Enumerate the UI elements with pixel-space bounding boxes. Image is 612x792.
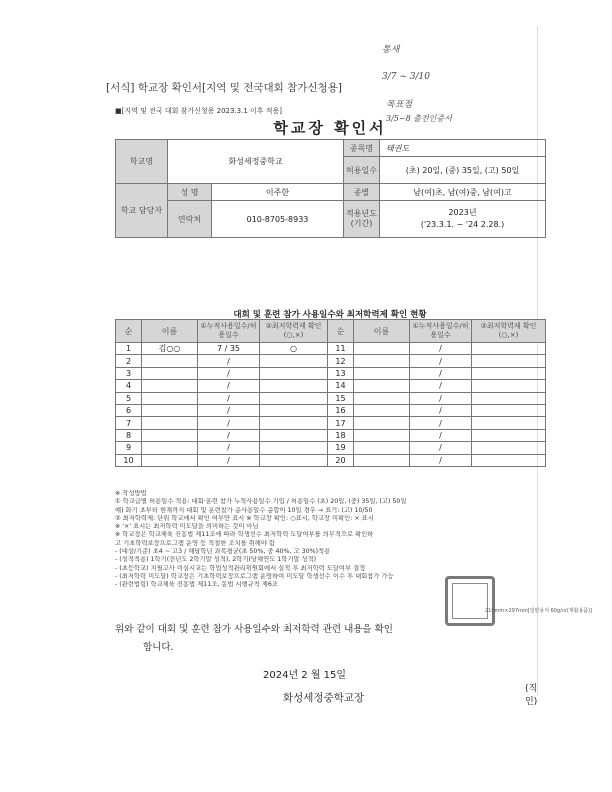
cell-no-left: 4 bbox=[116, 380, 142, 392]
cell-no-right: 11 bbox=[328, 343, 354, 355]
table-row bbox=[116, 343, 546, 355]
cell-days-left: / bbox=[198, 392, 260, 404]
handwritten-note-2: 3/7 ~ 3/10 bbox=[382, 72, 430, 82]
cell-grade-left: ○ bbox=[260, 343, 328, 355]
instruction-line: 고 기초학력보장프로그램 운영 등 적절한 조치를 취해야 함 bbox=[115, 539, 275, 547]
cell-no-right: 19 bbox=[328, 442, 354, 454]
section-title: 대회 및 훈련 참가 사용일수와 최저학력제 확인 현황 bbox=[233, 310, 427, 320]
sub-header: ■[지역 및 전국 대회 참가신청용 2023.3.1 이후 적용] bbox=[115, 107, 283, 115]
cell-days-right: / bbox=[410, 404, 472, 416]
header-days-left: ①누적사용일수/허용일수 bbox=[198, 320, 260, 343]
cell-days-right: / bbox=[410, 442, 472, 454]
cell-days-right: / bbox=[410, 380, 472, 392]
instruction-line: ※ 학교장은 학교체육 진흥법 제11조에 따라 학생선수 최저학력 도달여부를 의무적으로 확인하 bbox=[115, 531, 374, 539]
cell-grade-right bbox=[472, 380, 546, 392]
cell-days-left: / bbox=[198, 417, 260, 429]
cell-grade-left bbox=[260, 355, 328, 367]
cell-name-right bbox=[354, 380, 410, 392]
seal-label: (직인) bbox=[525, 684, 538, 707]
school-value: 화성세정중학교 bbox=[168, 140, 344, 184]
handwritten-note-3: 목표점 bbox=[386, 100, 413, 110]
cell-no-right: 20 bbox=[328, 454, 354, 466]
cell-grade-left bbox=[260, 380, 328, 392]
cell-no-right: 13 bbox=[328, 367, 354, 379]
name-value: 이주한 bbox=[212, 184, 344, 201]
cell-no-left: 3 bbox=[116, 367, 142, 379]
header-no-left: 순 bbox=[116, 320, 142, 343]
apply-year-label: 적용년도(기간) bbox=[344, 201, 380, 238]
page-title: 학교장 확인서 bbox=[273, 119, 387, 137]
cell-grade-left bbox=[260, 417, 328, 429]
cell-no-right: 12 bbox=[328, 355, 354, 367]
cell-grade-right bbox=[472, 392, 546, 404]
cell-days-left: / bbox=[198, 367, 260, 379]
cell-name-left bbox=[142, 442, 198, 454]
cell-no-left: 7 bbox=[116, 417, 142, 429]
cell-grade-right bbox=[472, 355, 546, 367]
cell-grade-left bbox=[260, 429, 328, 441]
table-row bbox=[116, 355, 546, 367]
cell-name-right bbox=[354, 355, 410, 367]
cell-no-right: 14 bbox=[328, 380, 354, 392]
apply-year-value: 2023년 bbox=[448, 208, 477, 217]
cell-days-right: / bbox=[410, 367, 472, 379]
cell-no-left: 9 bbox=[116, 442, 142, 454]
cell-grade-right bbox=[472, 404, 546, 416]
table-row bbox=[116, 429, 546, 441]
cell-name-right bbox=[354, 404, 410, 416]
cell-name-left bbox=[142, 417, 198, 429]
cell-no-left: 8 bbox=[116, 429, 142, 441]
cell-grade-right bbox=[472, 454, 546, 466]
allow-days-value: (초) 20일, (중) 35일, (고) 50일 bbox=[380, 157, 546, 184]
type-label: 종별 bbox=[344, 184, 380, 201]
cell-days-left: 7 / 35 bbox=[198, 343, 260, 355]
cell-name-left bbox=[142, 380, 198, 392]
instruction-line: - (관련법령) 학교체육 진흥법 제11조, 동법 시행규칙 제6조 bbox=[115, 581, 278, 589]
cell-name-right bbox=[354, 343, 410, 355]
cell-no-left: 10 bbox=[116, 454, 142, 466]
header-name-right: 이름 bbox=[354, 320, 410, 343]
cell-grade-left bbox=[260, 367, 328, 379]
event-value: 태권도 bbox=[380, 140, 546, 157]
official-seal-stamp bbox=[445, 576, 495, 626]
cell-no-right: 18 bbox=[328, 429, 354, 441]
instruction-line: - (대상/기준) 초4 ~ 고3 / 해당학년 과목평균(초 50%, 중 40%, 고 30%)적용 bbox=[115, 548, 331, 556]
instruction-line: - (최저학력 미도달) 학교장은 기초학력보장프로그램 운영하여 미도달 학생선수 이수 후 대회참가 가능 bbox=[115, 572, 394, 580]
cell-name-left bbox=[142, 454, 198, 466]
apply-year-cell bbox=[380, 201, 546, 238]
header-grade-left: ②최저학력제 확인(○,×) bbox=[260, 320, 328, 343]
cell-grade-left bbox=[260, 442, 328, 454]
cell-no-right: 16 bbox=[328, 404, 354, 416]
signature-date: 2024년 2 월 15일 bbox=[263, 670, 347, 681]
cell-no-left: 1 bbox=[116, 343, 142, 355]
header-days-right: ①누적사용일수/허용일수 bbox=[410, 320, 472, 343]
table-row bbox=[116, 367, 546, 379]
confirmation-form bbox=[115, 98, 538, 707]
school-principal-name: 화성세정중학교장 bbox=[283, 692, 365, 704]
cell-grade-right bbox=[472, 429, 546, 441]
header-no-right: 순 bbox=[328, 320, 354, 343]
cell-name-left: 김○○ bbox=[142, 343, 198, 355]
cell-days-right: / bbox=[410, 417, 472, 429]
cell-name-right bbox=[354, 429, 410, 441]
header-grade-right: ②최저학력제 확인(○,×) bbox=[472, 320, 546, 343]
table-row bbox=[116, 404, 546, 416]
cell-name-left bbox=[142, 355, 198, 367]
event-label: 종목명 bbox=[344, 140, 380, 157]
instructions bbox=[115, 490, 545, 590]
cell-days-right: / bbox=[410, 429, 472, 441]
name-label: 성 명 bbox=[168, 184, 212, 201]
apply-period-value: ('23.3.1. ~ '24 2.28.) bbox=[420, 220, 505, 229]
cell-no-right: 15 bbox=[328, 392, 354, 404]
cell-grade-right bbox=[472, 367, 546, 379]
paper-size-note: 210mm×297mm[일반용지 60g/㎡(재활용품)] bbox=[485, 608, 593, 614]
table-row bbox=[116, 454, 546, 466]
cell-no-right: 17 bbox=[328, 417, 354, 429]
school-label: 학교명 bbox=[116, 140, 168, 184]
cell-days-left: / bbox=[198, 404, 260, 416]
cell-name-right bbox=[354, 442, 410, 454]
instruction-line: ① 학교급별 허용일수 적용: 대회·훈련 참가 누적사용일수 기입 / 허용일수 (초) 20일, (중) 35일, (고) 50일 bbox=[115, 498, 407, 506]
cell-name-right bbox=[354, 417, 410, 429]
table-row bbox=[116, 392, 546, 404]
confirmation-statement bbox=[115, 621, 545, 657]
cell-name-left bbox=[142, 367, 198, 379]
instruction-line: ※ 작성방법 bbox=[115, 490, 147, 497]
cell-days-left: / bbox=[198, 429, 260, 441]
cell-days-left: / bbox=[198, 355, 260, 367]
cell-days-left: / bbox=[198, 442, 260, 454]
allow-days-label: 허용일수 bbox=[344, 157, 380, 184]
cell-grade-left bbox=[260, 404, 328, 416]
confirmation-line-2: 합니다. bbox=[143, 642, 174, 653]
table-row bbox=[116, 417, 546, 429]
handwritten-note-4: 3/5~8 출전인증서 bbox=[386, 114, 452, 123]
contact-label: 연락처 bbox=[168, 201, 212, 238]
status-table bbox=[115, 319, 546, 467]
table-row bbox=[116, 442, 546, 454]
cell-name-left bbox=[142, 392, 198, 404]
manager-label: 학교 담당자 bbox=[116, 184, 168, 238]
cell-grade-right bbox=[472, 417, 546, 429]
cell-name-right bbox=[354, 367, 410, 379]
cell-days-left: / bbox=[198, 380, 260, 392]
header-name-left: 이름 bbox=[142, 320, 198, 343]
cell-grade-right bbox=[472, 343, 546, 355]
cell-grade-right bbox=[472, 442, 546, 454]
contact-value: 010-8705-8933 bbox=[212, 201, 344, 238]
confirmation-line-1: 위와 같이 대회 및 훈련 참가 사용일수와 최저학력 관련 내용을 확인 bbox=[115, 624, 393, 635]
cell-days-right: / bbox=[410, 392, 472, 404]
seal-inner-border bbox=[452, 583, 488, 619]
cell-no-left: 5 bbox=[116, 392, 142, 404]
instruction-line: - (초등학교) 지필고사 미실시교는 학업성적관리위원회에서 실적 후 최저학력 도달여부 결정 bbox=[115, 564, 366, 572]
type-value: 남(여)초, 남(여)중, 남(여)고 bbox=[380, 184, 546, 201]
form-title: [서식] 학교장 확인서[지역 및 전국대회 참가신청용] bbox=[106, 82, 342, 94]
cell-name-right bbox=[354, 392, 410, 404]
cell-name-left bbox=[142, 429, 198, 441]
cell-no-left: 6 bbox=[116, 404, 142, 416]
cell-no-left: 2 bbox=[116, 355, 142, 367]
info-table bbox=[115, 139, 546, 238]
cell-grade-left bbox=[260, 392, 328, 404]
cell-days-right: / bbox=[410, 355, 472, 367]
table-row bbox=[116, 380, 546, 392]
cell-days-left: / bbox=[198, 454, 260, 466]
instruction-line: - (성적적용) 1학기(전년도 2학기말 성적), 2학기(당해연도 1학기말 성적) bbox=[115, 556, 317, 564]
instruction-line: ※ '×' 표시는 최저학력 미도달을 의미하는 것이 아님 bbox=[115, 523, 259, 531]
cell-days-right: / bbox=[410, 454, 472, 466]
cell-days-right: / bbox=[410, 343, 472, 355]
cell-name-left bbox=[142, 404, 198, 416]
cell-grade-left bbox=[260, 454, 328, 466]
instruction-line: 예) 화기 초부터 현재까지 대회 및 훈련참가 총사용일수 총합이 10일 경우 → 표기: (고) 10/50 bbox=[115, 506, 373, 514]
handwritten-note-1: 통새 bbox=[382, 45, 400, 55]
instruction-line: ② 최저학력제: 단위 학교에서 확인 여부만 표시 ※ 학교장 확인: ○표시, 학교장 미확인: × 표시 bbox=[115, 514, 374, 522]
cell-name-right bbox=[354, 454, 410, 466]
